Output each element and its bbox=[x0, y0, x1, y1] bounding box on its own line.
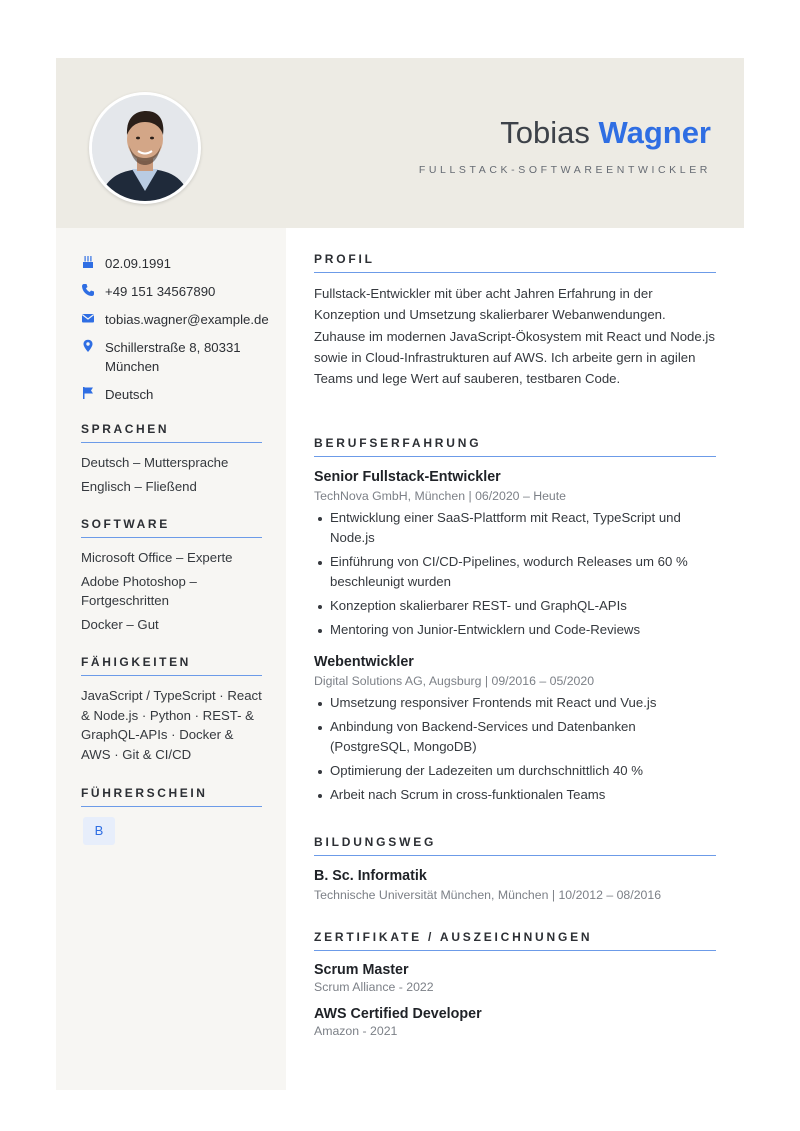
license-heading: FÜHRERSCHEIN bbox=[81, 786, 262, 807]
profile-photo bbox=[89, 92, 201, 204]
software-section bbox=[81, 517, 262, 638]
language-item: Deutsch – Muttersprache bbox=[81, 455, 229, 470]
address-text: Schillerstraße 8, 80331 München bbox=[105, 340, 241, 374]
job-title-subtitle: FULLSTACK-SOFTWAREENTWICKLER bbox=[418, 164, 711, 176]
map-pin-icon bbox=[81, 339, 97, 355]
job-title: Senior Fullstack-Entwickler bbox=[314, 469, 501, 485]
profile-text: Fullstack-Entwickler mit über acht Jahren Erfahrung in der Konzeption und Umsetzung skalierbarer Webanwendungen. Zuhause im modernen JavaScript-Ökosystem mit React und Node.js sowie in Cloud-Infrastrukturen auf AWS. Ich arbeite gern in agilen Teams und lege Wert auf sauberen, testbaren Code. bbox=[314, 286, 715, 387]
phone-text[interactable]: +49 151 34567890 bbox=[105, 284, 216, 299]
job-title: Webentwickler bbox=[314, 654, 414, 670]
contact-email bbox=[81, 310, 281, 329]
job-bullet: Anbindung von Backend-Services und Datenbanken (PostgreSQL, MongoDB) bbox=[314, 717, 716, 757]
flag-icon bbox=[81, 386, 97, 402]
envelope-icon bbox=[81, 311, 97, 327]
skills-text: JavaScript / TypeScript · React & Node.js · Python · REST- & GraphQL-APIs · Docker & AWS · Git & CI/CD bbox=[81, 688, 262, 762]
experience-heading: BERUFSERFAHRUNG bbox=[314, 436, 716, 457]
job-bullets bbox=[314, 508, 716, 640]
job-meta: Digital Solutions AG, Augsburg | 09/2016 – 05/2020 bbox=[314, 674, 595, 688]
contact-nationality bbox=[81, 385, 281, 404]
skills-section bbox=[81, 655, 262, 768]
job-bullet: Einführung von CI/CD-Pipelines, wodurch Releases um 60 % beschleunigt wurden bbox=[314, 552, 716, 592]
software-heading: SOFTWARE bbox=[81, 517, 262, 538]
license-section bbox=[81, 786, 262, 845]
person-name bbox=[500, 115, 711, 151]
education-section bbox=[314, 835, 716, 907]
certificate-name: AWS Certified Developer bbox=[314, 1006, 482, 1022]
sidebar bbox=[56, 228, 286, 1090]
contact-phone bbox=[81, 282, 281, 301]
degree-meta: Technische Universität München, München | 10/2012 – 08/2016 bbox=[314, 888, 662, 902]
profile-section bbox=[314, 252, 716, 389]
last-name: Wagner bbox=[598, 115, 711, 150]
languages-heading: SPRACHEN bbox=[81, 422, 262, 443]
job-bullet: Entwicklung einer SaaS-Plattform mit React, TypeScript und Node.js bbox=[314, 508, 716, 548]
job-bullets bbox=[314, 693, 716, 805]
job-bullet: Mentoring von Junior-Entwicklern und Code-Reviews bbox=[314, 620, 716, 640]
email-text[interactable]: tobias.wagner@example.de bbox=[105, 312, 269, 327]
job-bullet: Konzeption skalierbarer REST- und GraphQL-APIs bbox=[314, 596, 716, 616]
experience-section bbox=[314, 436, 716, 809]
skills-heading: FÄHIGKEITEN bbox=[81, 655, 262, 676]
certificate-meta: Scrum Alliance - 2022 bbox=[314, 980, 434, 994]
contact-address bbox=[81, 338, 281, 376]
job-bullet: Umsetzung responsiver Frontends mit React und Vue.js bbox=[314, 693, 716, 713]
job-entry bbox=[314, 652, 716, 805]
job-meta: TechNova GmbH, München | 06/2020 – Heute bbox=[314, 489, 567, 503]
resume-header bbox=[56, 58, 744, 228]
phone-icon bbox=[81, 283, 97, 299]
degree-title: B. Sc. Informatik bbox=[314, 868, 427, 884]
language-item: Englisch – Fließend bbox=[81, 478, 197, 494]
birthdate-text: 02.09.1991 bbox=[105, 256, 172, 271]
certificates-section bbox=[314, 930, 716, 1049]
resume-page bbox=[56, 58, 744, 1090]
first-name: Tobias bbox=[500, 115, 590, 150]
contact-list bbox=[81, 254, 281, 413]
license-badge: B bbox=[83, 817, 115, 845]
profile-heading: PROFIL bbox=[314, 252, 716, 273]
software-item: Docker – Gut bbox=[81, 616, 159, 632]
job-entry bbox=[314, 467, 716, 640]
certificates-heading: ZERTIFIKATE / AUSZEICHNUNGEN bbox=[314, 930, 716, 951]
software-item: Adobe Photoshop – Fortgeschritten bbox=[81, 573, 197, 608]
certificate-meta: Amazon - 2021 bbox=[314, 1024, 398, 1038]
cake-icon bbox=[81, 255, 97, 271]
education-heading: BILDUNGSWEG bbox=[314, 835, 716, 856]
job-bullet: Optimierung der Ladezeiten um durchschnittlich 40 % bbox=[314, 761, 716, 781]
software-item: Microsoft Office – Experte bbox=[81, 550, 233, 565]
avatar bbox=[92, 95, 198, 201]
certificate-name: Scrum Master bbox=[314, 962, 409, 978]
nationality-text: Deutsch bbox=[105, 387, 154, 402]
job-bullet: Arbeit nach Scrum in cross-funktionalen Teams bbox=[314, 785, 716, 805]
contact-birthdate bbox=[81, 254, 281, 273]
languages-section bbox=[81, 422, 262, 500]
